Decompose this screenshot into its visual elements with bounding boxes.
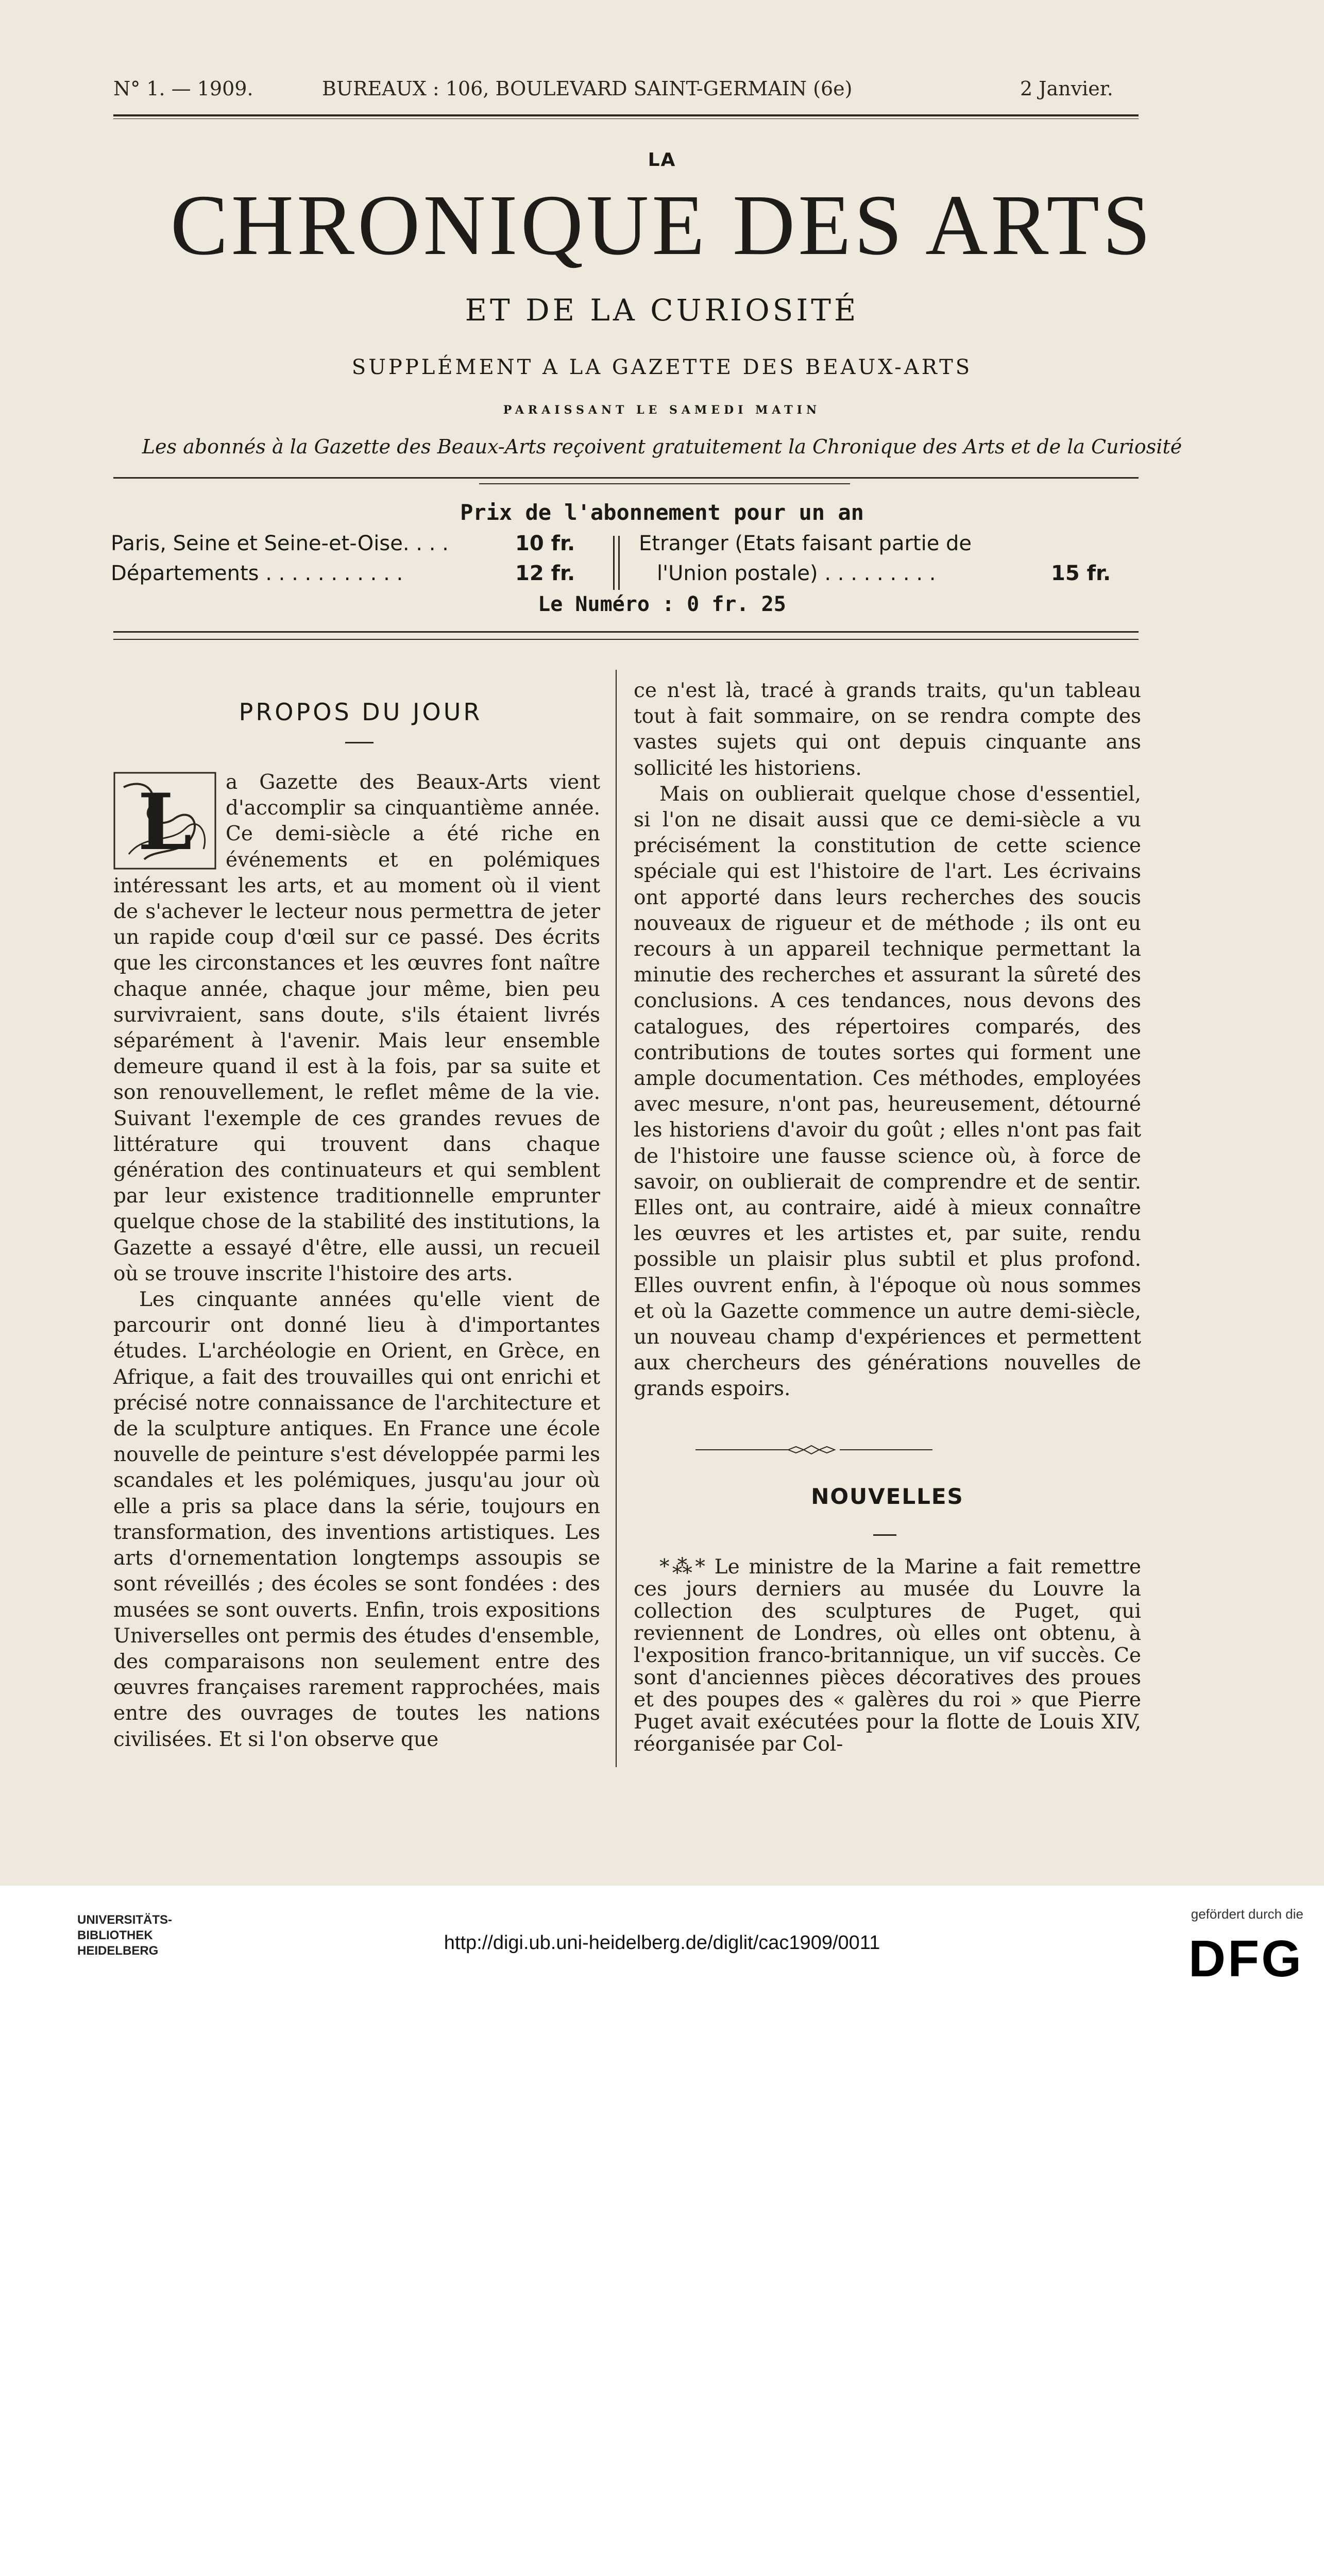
- nouvelles-text: Le ministre de la Marine a fait remettre ces jours derniers au musée du Louvre la collection des sculptures de Puget, qui reviennent de Londres, où elles ont obtenu, à l'exposition franco-britannique, un vif succès. Ce sont d'anciennes pièces décoratives des proues et des poupes des « galères du roi » que Pierre Puget avait exécutées pour la flotte de Louis XIV, réorganisée par Col-: [634, 1555, 1142, 1756]
- nouvelles-column: [634, 1556, 1141, 1755]
- subscription-title: Prix de l'abonnement pour un an: [460, 500, 864, 525]
- dropcap-letter: L: [138, 777, 192, 868]
- library-name-line: HEIDELBERG: [77, 1944, 159, 1958]
- price-row-paris: [111, 532, 449, 555]
- header-rule-thin: [113, 118, 1139, 119]
- propos-paragraph-2: Les cinquante années qu'elle vient de parcourir ont donné lieu à d'importantes études. L'archéologie en Orient, en Grèce, en Afrique, a fait des trouvailles qui ont enrichi et précisé notre connaissance de l'architecture et de la sculpture antiques. En France une école nouvelle de peinture s'est développée parmi les scandales et les polémiques, jusqu'au jour où elle a pris sa place dans la série, toujours en transformation, des inventions artistiques. Les arts d'ornementation longtemps assoupis se sont réveillés ; des écoles se sont fondées : des musées se sont ouverts. Enfin, trois expositions Universelles ont permis des études d'ensemble, des comparaisons non seulement entre des œuvres françaises rarement rapprochées, mais entre des ouvrages de toutes les nations civilisées. Et si l'on observe que: [113, 1288, 600, 1751]
- body-rule: [113, 631, 1139, 633]
- frequency-line: PARAISSANT LE SAMEDI MATIN: [503, 403, 821, 417]
- supplement-line: SUPPLÉMENT A LA GAZETTE DES BEAUX-ARTS: [351, 355, 973, 379]
- nouvelles-title: NOUVELLES: [811, 1484, 964, 1509]
- price-row-departements: [111, 562, 403, 585]
- nouvelles-mark: *⁂*: [659, 1555, 705, 1579]
- propos-lead-text: a Gazette des Beaux-Arts vient d'accomplir sa cinquantième année. Ce demi-siècle a été riche en événements et en polémiques intéressant les arts, et au moment où il vient de s'achever le lecteur nous permettra de jeter un rapide coup d'œil sur ce passé. Des écrits que les circonstances et les œuvres font naître chaque année, chaque jour même, bien peu survivraient, sans doute, s'ils étaient livrés séparément à l'avenir. Mais leur ensemble demeure quand il est à la fois, par sa suite et son renouvellement, le reflet même de la vie. Suivant l'exemple de ces grandes revues de littérature qui trouvent dans chaque génération des continuateurs et qui semblent par leur existence traditionnelle emprunter quelque chose de la stabilité des institutions, la Gazette a essayé d'être, elle aussi, un recueil où se trouve inscrite l'histoire des arts.: [113, 771, 600, 1285]
- propos-column-left: [113, 770, 600, 1753]
- price-divider: [613, 536, 615, 590]
- subscriber-notice: Les abonnés à la Gazette des Beaux-Arts reçoivent gratuitement la Chronique des Arts et de la Curiosité: [142, 435, 1182, 458]
- library-name-line: BIBLIOTHEK: [77, 1928, 153, 1942]
- price-etranger: 15 fr.: [1051, 562, 1111, 585]
- source-url[interactable]: http://digi.ub.uni-heidelberg.de/diglit/cac1909/0011: [444, 1932, 880, 1954]
- price-departements: 12 fr.: [515, 562, 575, 585]
- issue-date: 2 Janvier.: [1020, 77, 1113, 100]
- column-divider: [616, 670, 617, 1767]
- price-divider-2: [618, 536, 620, 590]
- single-issue-price: Le Numéro : 0 fr. 25: [538, 592, 786, 616]
- office-address: BUREAUX : 106, BOULEVARD SAINT-GERMAIN (6e): [322, 77, 853, 100]
- propos-dash: [345, 742, 374, 743]
- ornamental-divider: [695, 1444, 932, 1456]
- propos-column-right: [634, 678, 1141, 1402]
- notice-rule-short: [479, 483, 850, 484]
- propos-title: PROPOS DU JOUR: [239, 698, 483, 726]
- propos-paragraph-3: ce n'est là, tracé à grands traits, qu'un tableau tout à fait sommaire, on se rendra compte des vastes sujets qui ont depuis cinquante ans sollicité les historiens.: [634, 679, 1141, 780]
- header-rule: [113, 114, 1139, 116]
- price-paris: 10 fr.: [515, 532, 575, 555]
- propos-paragraph-1: [113, 770, 600, 1287]
- price-label: Paris, Seine et Seine-et-Oise. . . .: [111, 532, 449, 555]
- library-name-line: UNIVERSITÄTS-: [77, 1913, 173, 1927]
- nouvelles-paragraph-1: [634, 1556, 1141, 1755]
- masthead-article: LA: [648, 149, 676, 171]
- masthead-title: CHRONIQUE DES ARTS: [170, 177, 1154, 273]
- price-row-union: l'Union postale) . . . . . . . . .: [657, 562, 936, 585]
- nouvelles-dash: [873, 1534, 896, 1536]
- propos-paragraph-4: Mais on oublierait quelque chose d'essentiel, si l'on ne disait aussi que ce demi-siècle a vu précisément la constitution de cette science spéciale qui est l'histoire de l'art. Les écrivains ont apporté dans leurs recherches des soucis nouveaux de rigueur et de méthode ; ils ont eu recours à un appareil technique permettant la minutie des recherches et assurant la sûreté des conclusions. A ces tendances, nous devons des catalogues, des répertoires comparés, des contributions de toutes sortes qui forment une ample documentation. Ces méthodes, employées avec mesure, n'ont pas, heureusement, détourné les historiens d'avoir du goût ; elles n'ont pas fait de l'histoire une fausse science où, à force de savoir, on oublierait de comprendre et de sentir. Elles ont, au contraire, aidé à mieux connaître les œuvres et les artistes et, par suite, rendu possible un plaisir plus subtil et plus profond. Elles ouvrent enfin, à l'époque où nous sommes et où la Gazette commence un autre demi-siècle, un nouveau champ d'expériences et permettent aux chercheurs des générations nouvelles de grands espoirs.: [634, 782, 1141, 1401]
- body-rule-thin: [113, 639, 1139, 640]
- ornamental-dropcap: [113, 772, 216, 870]
- funder-note: gefördert durch die: [1191, 1906, 1303, 1922]
- notice-rule: [113, 477, 1139, 479]
- price-label: Départements . . . . . . . . . . .: [111, 562, 403, 585]
- price-row-etranger: Etranger (Etats faisant partie de: [639, 532, 972, 555]
- issue-number: N° 1. — 1909.: [113, 77, 253, 100]
- masthead-subtitle: ET DE LA CURIOSITÉ: [465, 293, 859, 328]
- funder-logo: DFG: [1188, 1930, 1303, 1988]
